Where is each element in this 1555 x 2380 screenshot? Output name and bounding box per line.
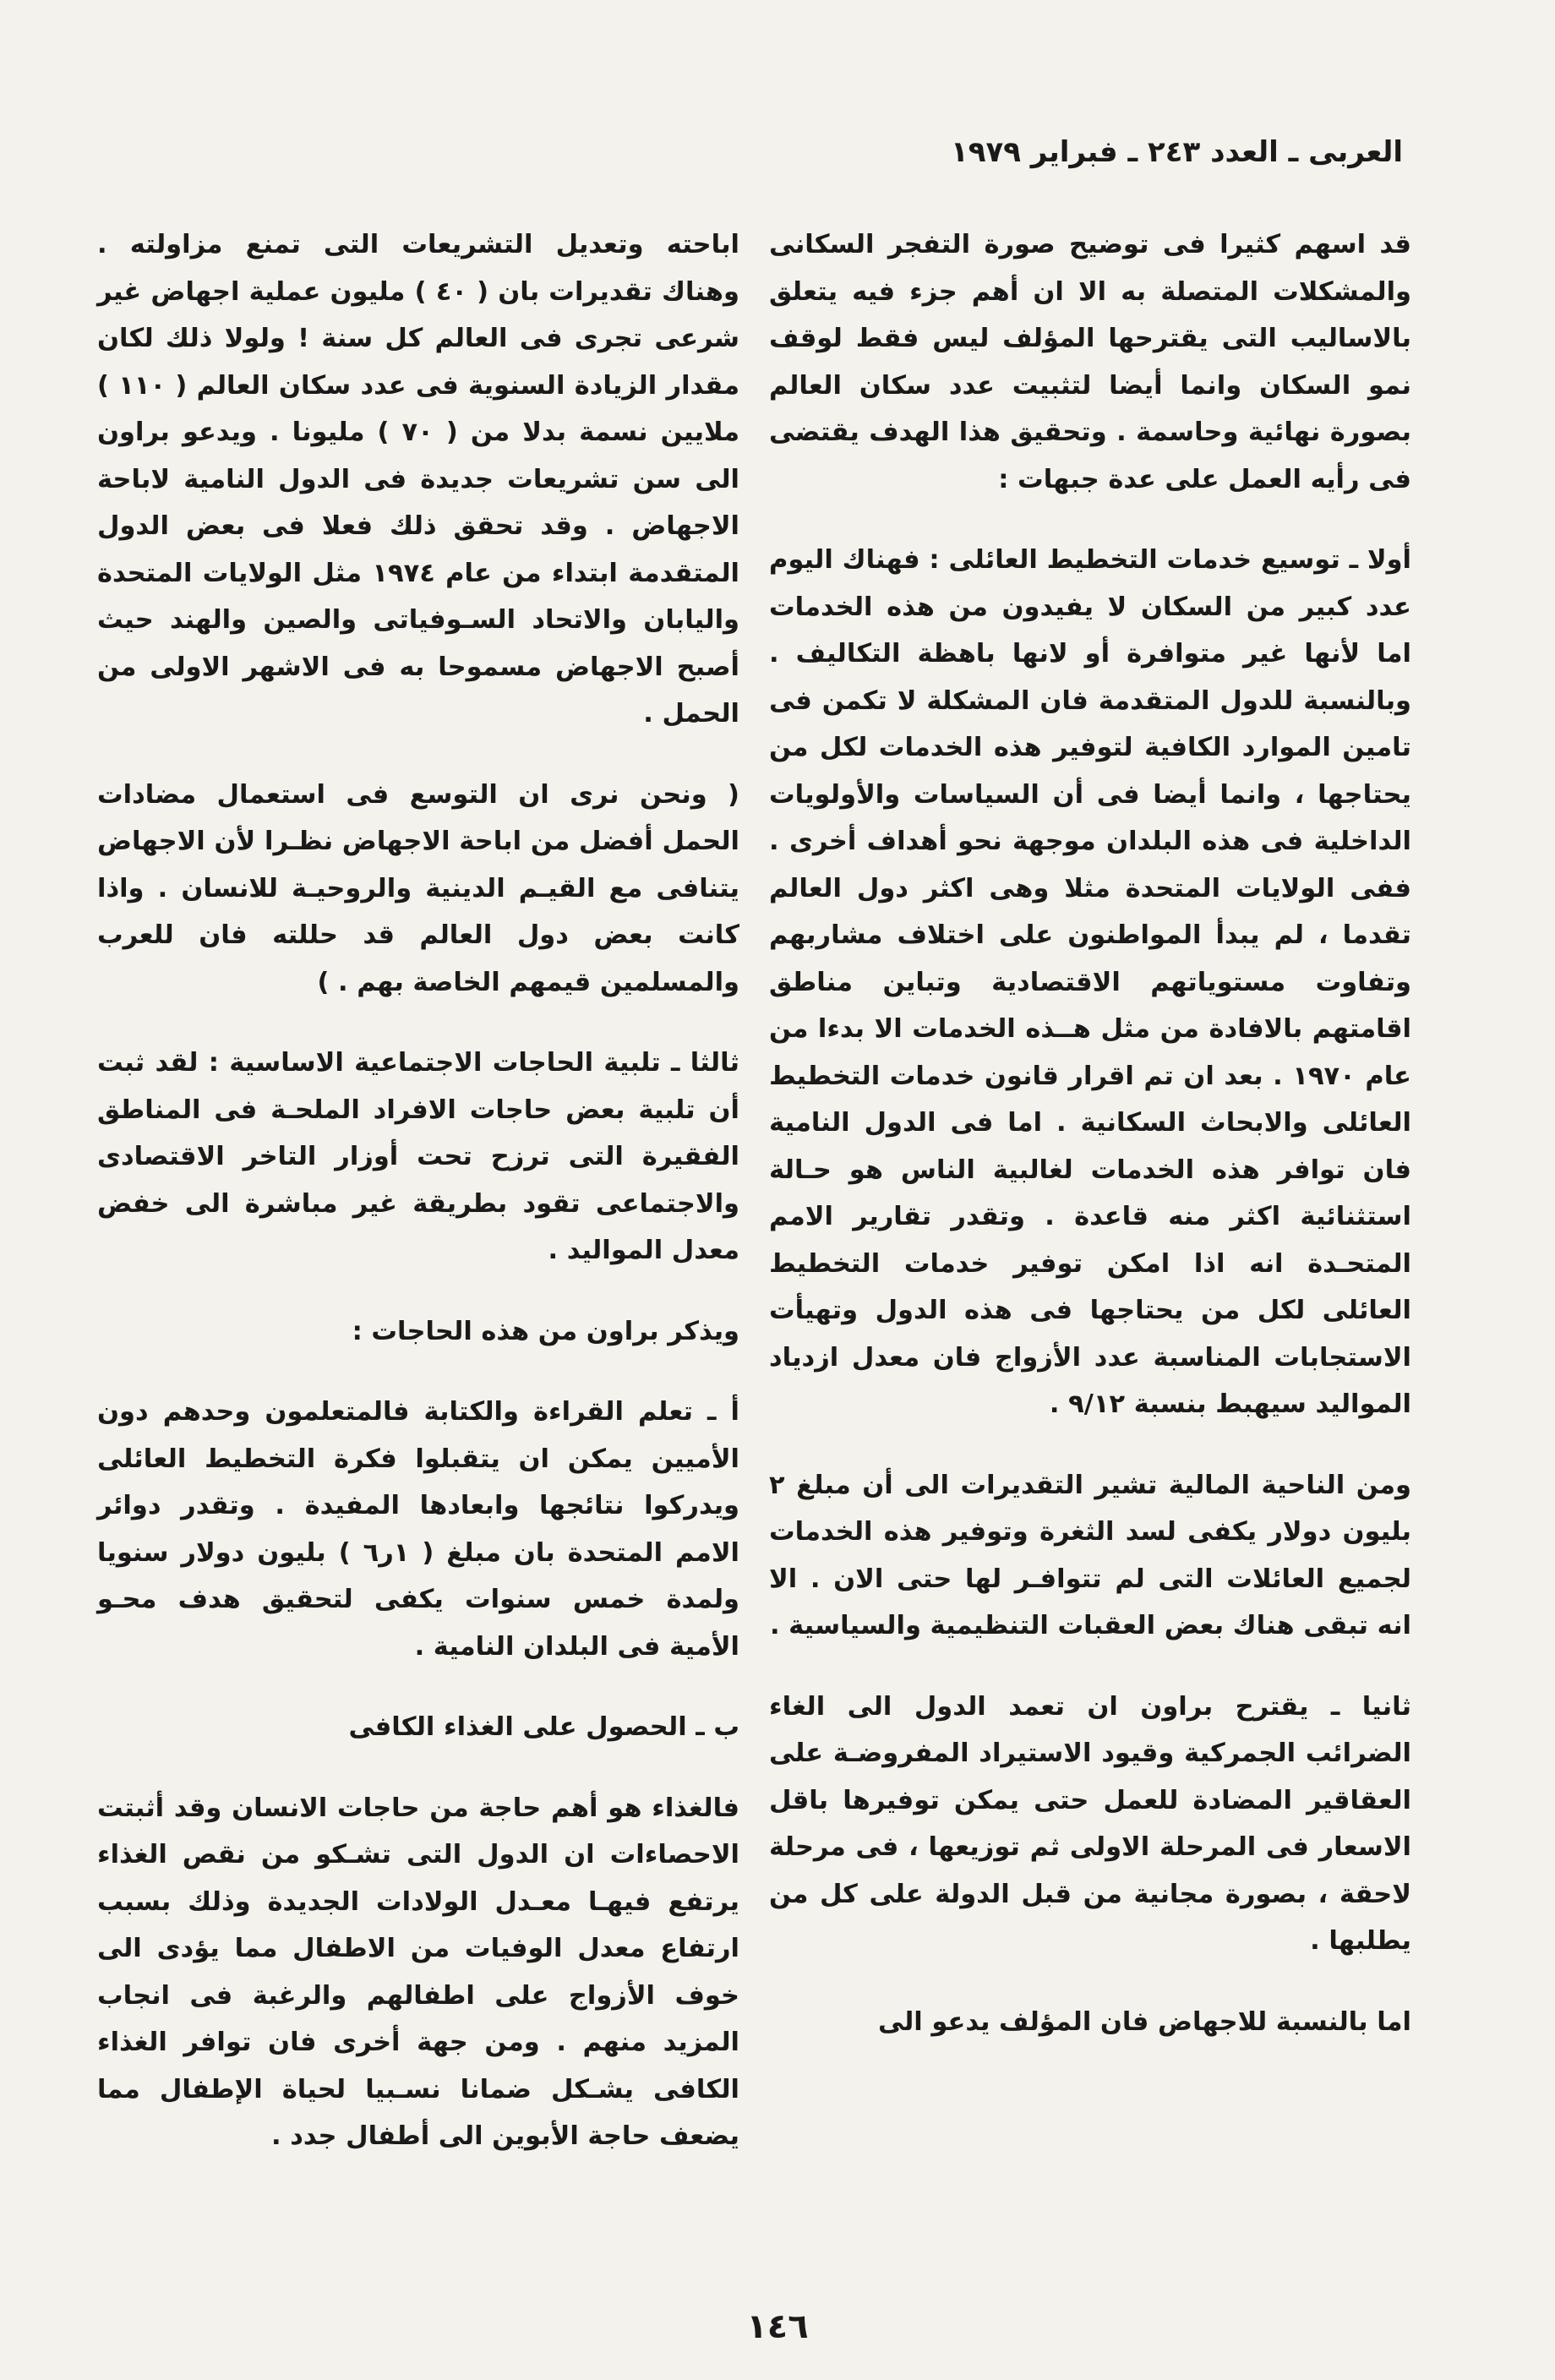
page-number: ١٤٦	[746, 2307, 809, 2346]
paragraph: قد اسهم كثيرا فى توضيح صورة التفجر السكانى والمشكلات المتصلة به الا ان أهم جزء فيه يتعلق بالاساليب التى يقترحها المؤلف ليس فقط لوقف نمو السكان وانما أيضا لتثبيت عدد سكان العالم بصورة نهائية وحاسمة . وتحقيق هذا الهدف يقتضى فى رأيه العمل على عدة جبهات :	[769, 230, 1411, 494]
left-column	[97, 221, 739, 2194]
paragraph: فالغذاء هو أهم حاجة من حاجات الانسان وقد أثبتت الاحصاءات ان الدول التى تشـكو من نقص الغذاء يرتفع فيهـا معـدل الولادات الجديدة وذلك بسبب ارتفاع معدل الوفيات من الاطفال مما يؤدى الى خوف الأزواج على اطفالهم والرغبة فى انجاب المزيد منهم . ومن جهة أخرى فان توافر الغذاء الكافى يشـكل ضمانا نسـبيا لحياة الإطفال مما يضعف حاجة الأبوين الى أطفال جدد .	[97, 1793, 739, 2151]
paragraph: اما بالنسبة للاجهاض فان المؤلف يدعو الى	[878, 2006, 1411, 2037]
paragraph: أولا ـ توسيع خدمات التخطيط العائلى : فهناك اليوم عدد كبير من السكان لا يفيدون من هذه الخدمات اما لأنها غير متوافرة أو لانها باهظة التكاليف . وبالنسبة للدول المتقدمة فان المشكلة لا تكمن فى تامين الموارد الكافية لتوفير هذه الخدمات لكل من يحتاجها ، وانما أيضا فى أن السياسات والأولويات الداخلية فى هذه البلدان موجهة نحو أهداف أخرى . ففى الولايات المتحدة مثلا وهى اكثر دول العالم تقدما ، لم يبدأ المواطنون على اختلاف مشاربهم وتفاوت مستوياتهم الاقتصادية وتباين مناطق اقامتهم بالافادة من مثل هــذه الخدمات الا بدءا من عام ١٩٧٠ . بعد ان تم اقرار قانون خدمات التخطيط العائلى والابحاث السكانية . اما فى الدول النامية فان توافر هذه الخدمات لغالبية الناس هو حـالة استثنائية اكثر منه قاعدة . وتقدر تقارير الامم المتحـدة انه اذا امكن توفير خدمات التخطيط العائلى لكل من يحتاجها فى هذه الدول وتهيأت الاستجابات المناسبة عدد الأزواج فان معدل ازدياد المواليد سيهبط بنسبة ٩/١٢ .	[769, 545, 1411, 1419]
right-column	[769, 221, 1411, 2079]
paragraph: اباحته وتعديل التشريعات التى تمنع مزاولته . وهناك تقديرات بان ( ٤٠ ) مليون عملية اجهاض غير شرعى تجرى فى العالم كل سنة ! ولولا ذلك لكان مقدار الزيادة السنوية فى عدد سكان العالم ( ١١٠ ) ملايين نسمة بدلا من ( ٧٠ ) مليونا . ويدعو براون الى سن تشريعات جديدة فى الدول النامية لاباحة الاجهاض . وقد تحقق ذلك فعلا فى بعض الدول المتقدمة ابتداء من عام ١٩٧٤ مثل الولايات المتحدة واليابان والاتحاد السـوفياتى والصين والهند حيث أصبح الاجهاض مسموحا به فى الاشهر الاولى من الحمل .	[97, 230, 739, 729]
paragraph: أ ـ تعلم القراءة والكتابة فالمتعلمون وحدهم دون الأميين يمكن ان يتقبلوا فكرة التخطيط العائلى ويدركوا نتائجها وابعادها المفيدة . وتقدر دوائر الامم المتحدة بان مبلغ ( ١ر٦ ) بليون دولار سنويا ولمدة خمس سنوات يكفى لتحقيق هدف محـو الأمية فى البلدان النامية .	[97, 1397, 739, 1662]
paragraph: ثانيا ـ يقترح براون ان تعمد الدول الى الغاء الضرائب الجمركية وقيود الاستيراد المفروضـة على العقاقير المضادة للعمل حتى يمكن توفيرها باقل الاسعار فى المرحلة الاولى ثم توزيعها ، فى مرحلة لاحقة ، بصورة مجانية من قبل الدولة على كل من يطلبها .	[769, 1691, 1411, 1956]
running-header: العربى ـ العدد ٢٤٣ ـ فبراير ١٩٧٩	[950, 135, 1403, 169]
paragraph: ومن الناحية المالية تشير التقديرات الى أن مبلغ ٢ بليون دولار يكفى لسد الثغرة وتوفير هذه الخدمات لجميع العائلات التى لم تتوافـر لها حتى الان . الا انه تبقى هناك بعض العقبات التنظيمية والسياسية .	[769, 1470, 1411, 1640]
section-heading: ب ـ الحصول على الغذاء الكافى	[348, 1712, 739, 1742]
paragraph: ويذكر براون من هذه الحاجات :	[352, 1316, 739, 1346]
paragraph: ثالثا ـ تلبية الحاجات الاجتماعية الاساسية : لقد ثبت أن تلبية بعض حاجات الافراد الملحـة فى المناطق الفقيرة التى ترزح تحت أوزار التاخر الاقتصادى والاجتماعى تقود بطريقة غير مباشرة الى خفض معدل المواليد .	[97, 1048, 739, 1265]
paragraph: ( ونحن نرى ان التوسع فى استعمال مضادات الحمل أفضل من اباحة الاجهاض نظـرا لأن الاجهاض يتنافى مع القيـم الدينية والروحيـة للانسان . واذا كانت بعض دول العالم قد حللته فان للعرب والمسلمين قيمهم الخاصة بهم . )	[97, 779, 739, 997]
